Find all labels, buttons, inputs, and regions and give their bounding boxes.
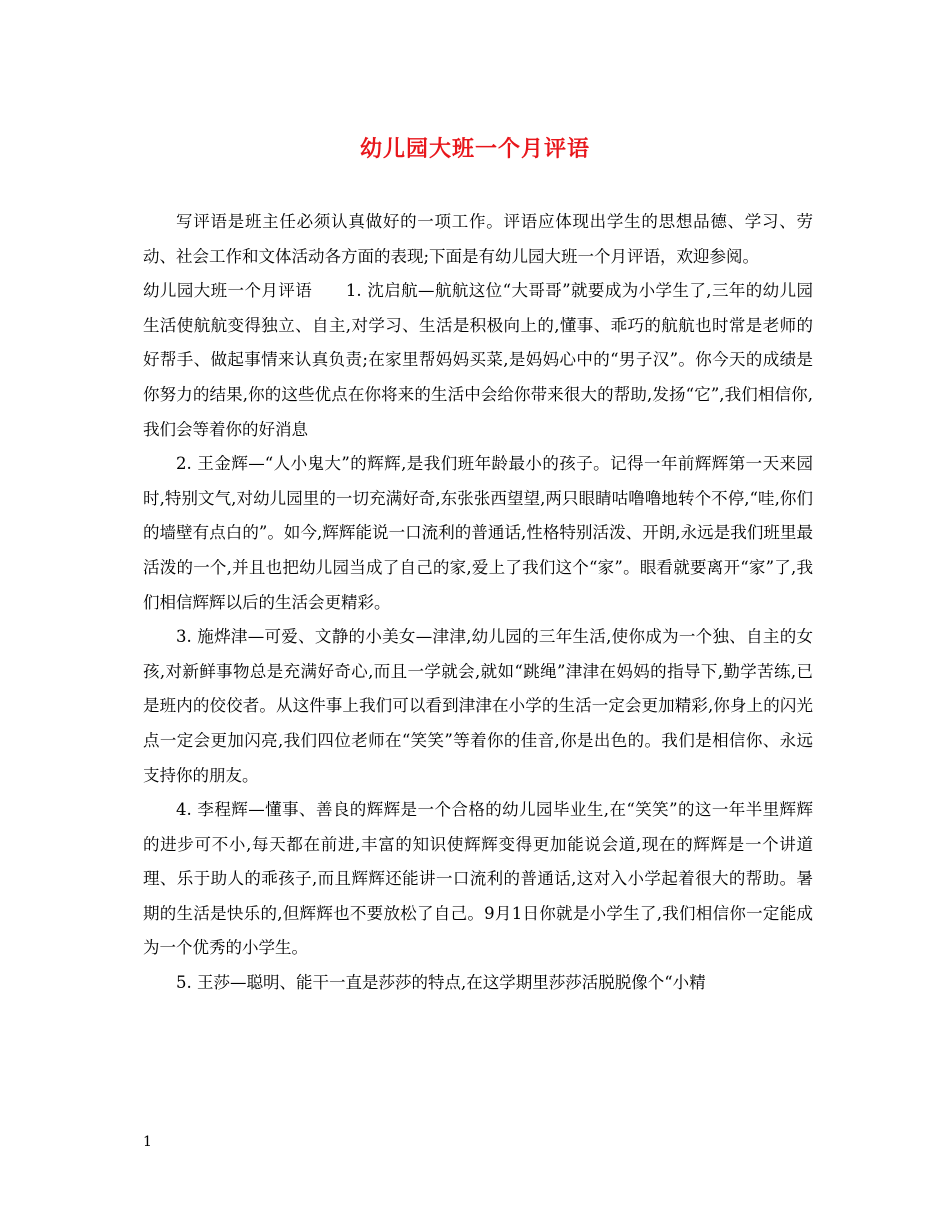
intro-paragraph: 写评语是班主任必须认真做好的一项工作。评语应体现出学生的思想品德、学习、劳动、社会工作和文体活动各方面的表现;下面是有幼儿园大班一个月评语，欢迎参阅。 (143, 212, 813, 266)
comment-paragraph-1: 幼儿园大班一个月评语 1. 沈启航—航航这位“大哥哥”就要成为小学生了,三年的幼儿园生活使航航变得独立、自主,对学习、生活是积极向上的,懂事、乖巧的航航也时常是老师的好帮手、做起事情来认真负责;在家里帮妈妈买菜,是妈妈心中的“男子汉”。你今天的成绩是你努力的结果,你的这些优点在你将来的生活中会给你带来很大的帮助,发扬“它”,我们相信你,我们会等着你的好消息 (143, 281, 813, 439)
comment-paragraph-2: 2. 王金辉—“人小鬼大”的辉辉,是我们班年龄最小的孩子。记得一年前辉辉第一天来园时,特别文气,对幼儿园里的一切充满好奇,东张张西望望,两只眼睛咕噜噜地转个不停,“哇,你们的墙壁有点白的”。如今,辉辉能说一口流利的普通话,性格特别活泼、开朗,永远是我们班里最活泼的一个,并且也把幼儿园当成了自己的家,爱上了我们这个“家”。眼看就要离开“家”了,我们相信辉辉以后的生活会更精彩。 (143, 454, 813, 612)
page-number: 1 (143, 1134, 152, 1150)
comment-paragraph-3: 3. 施烨津—可爱、文静的小美女—津津,幼儿园的三年生活,使你成为一个独、自主的女孩,对新鲜事物总是充满好奇心,而且一学就会,就如“跳绳”津津在妈妈的指导下,勤学苦练,已是班内的佼佼者。从这件事上我们可以看到津津在小学的生活一定会更加精彩,你身上的闪光点一定会更加闪亮,我们四位老师在“笑笑”等着你的佳音,你是出色的。我们是相信你、永远支持你的朋友。 (143, 627, 813, 785)
document-body (143, 205, 813, 1001)
comment-paragraph-4: 4. 李程辉—懂事、善良的辉辉是一个合格的幼儿园毕业生,在“笑笑”的这一年半里辉辉的进步可不小,每天都在前进,丰富的知识使辉辉变得更加能说会道,现在的辉辉是一个讲道理、乐于助人的乖孩子,而且辉辉还能讲一口流利的普通话,这对入小学起着很大的帮助。暑期的生活是快乐的,但辉辉也不要放松了自己。9月1日你就是小学生了,我们相信你一定能成为一个优秀的小学生。 (143, 800, 813, 958)
document-title: 幼儿园大班一个月评语 (359, 136, 590, 162)
comment-paragraph-5: 5. 王莎—聪明、能干一直是莎莎的特点,在这学期里莎莎活脱脱像个“小精 (176, 973, 706, 993)
